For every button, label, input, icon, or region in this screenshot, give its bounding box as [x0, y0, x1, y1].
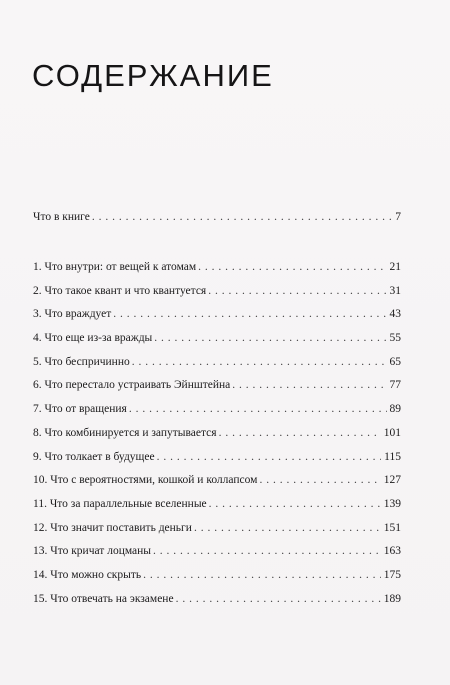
toc-entry — [33, 564, 401, 588]
toc-entry-page: 139 — [383, 497, 401, 510]
toc-entry — [33, 256, 401, 280]
page-title: СОДЕРЖАНИЕ — [32, 58, 274, 93]
dot-leader — [259, 469, 380, 493]
toc-entry-label: 8. Что комбинируется и запутывается — [33, 426, 217, 439]
toc-entry-label: 15. Что отвечать на экзамене — [33, 592, 174, 605]
dot-leader — [209, 493, 381, 517]
toc-entry-page: 7 — [395, 211, 401, 223]
toc-entry — [33, 303, 401, 327]
dot-leader — [176, 588, 381, 612]
dot-leader — [157, 446, 382, 470]
toc-entry — [33, 374, 401, 398]
toc-entry — [33, 327, 401, 351]
toc-entry-label: Что в книге — [33, 211, 90, 223]
toc-entry — [33, 398, 401, 422]
dot-leader — [129, 398, 387, 422]
toc-entry-label: 14. Что можно скрыть — [33, 568, 142, 581]
toc-entry-label: 1. Что внутри: от вещей к атомам — [33, 261, 197, 273]
toc-entry-page: 101 — [383, 426, 401, 439]
dot-leader — [198, 256, 386, 280]
toc-entry-page: 55 — [389, 332, 401, 345]
toc-entry — [33, 517, 401, 541]
toc-entry — [33, 280, 401, 304]
toc-entry-label: 10. Что с вероятностями, кошкой и коллапсом — [33, 474, 258, 487]
toc-entry-intro — [33, 206, 401, 230]
toc-entry-page: 151 — [383, 521, 401, 534]
toc-entry — [33, 493, 401, 517]
toc-entry — [33, 540, 401, 564]
toc-entry-label: 13. Что кричат лоцманы — [33, 545, 152, 558]
toc-intro — [33, 206, 401, 230]
dot-leader — [219, 422, 381, 446]
toc-entry-page: 21 — [389, 261, 401, 273]
toc-entry — [33, 351, 401, 375]
dot-leader — [194, 517, 381, 541]
dot-leader — [132, 351, 387, 375]
toc-chapter-list — [33, 256, 401, 611]
toc-entry-page: 31 — [389, 284, 401, 297]
toc-entry — [33, 588, 401, 612]
toc-entry-page: 43 — [389, 308, 401, 321]
toc-entry-page: 189 — [383, 592, 401, 605]
toc-entry-label: 12. Что значит поставить деньги — [33, 521, 192, 534]
toc-entry — [33, 446, 401, 470]
toc-entry-page: 77 — [389, 379, 401, 392]
toc-entry-page: 65 — [389, 355, 401, 368]
toc-entry-page: 115 — [384, 450, 401, 463]
toc-entry — [33, 469, 401, 493]
toc-entry-page: 163 — [383, 545, 401, 558]
dot-leader — [153, 540, 381, 564]
toc-entry-page: 89 — [389, 403, 401, 416]
dot-leader — [143, 564, 381, 588]
toc-entry-label: 9. Что толкает в будущее — [33, 450, 155, 463]
toc-entry-label: 11. Что за параллельные вселенные — [33, 497, 207, 510]
toc-entry-page: 127 — [383, 474, 401, 487]
toc-entry-page: 175 — [383, 568, 401, 581]
toc-entry-label: 2. Что такое квант и что квантуется — [33, 284, 207, 297]
toc-entry-label: 5. Что беспричинно — [33, 355, 130, 368]
dot-leader — [113, 303, 386, 327]
dot-leader — [232, 374, 386, 398]
toc-entry-label: 4. Что еще из-за вражды — [33, 332, 153, 345]
toc-entry-label: 7. Что от вращения — [33, 403, 127, 416]
toc-entry-label: 6. Что перестало устраивать Эйнштейна — [33, 379, 231, 392]
dot-leader — [92, 206, 392, 230]
dot-leader — [208, 280, 386, 304]
toc-entry — [33, 422, 401, 446]
toc-entry-label: 3. Что враждует — [33, 308, 112, 321]
dot-leader — [154, 327, 386, 351]
